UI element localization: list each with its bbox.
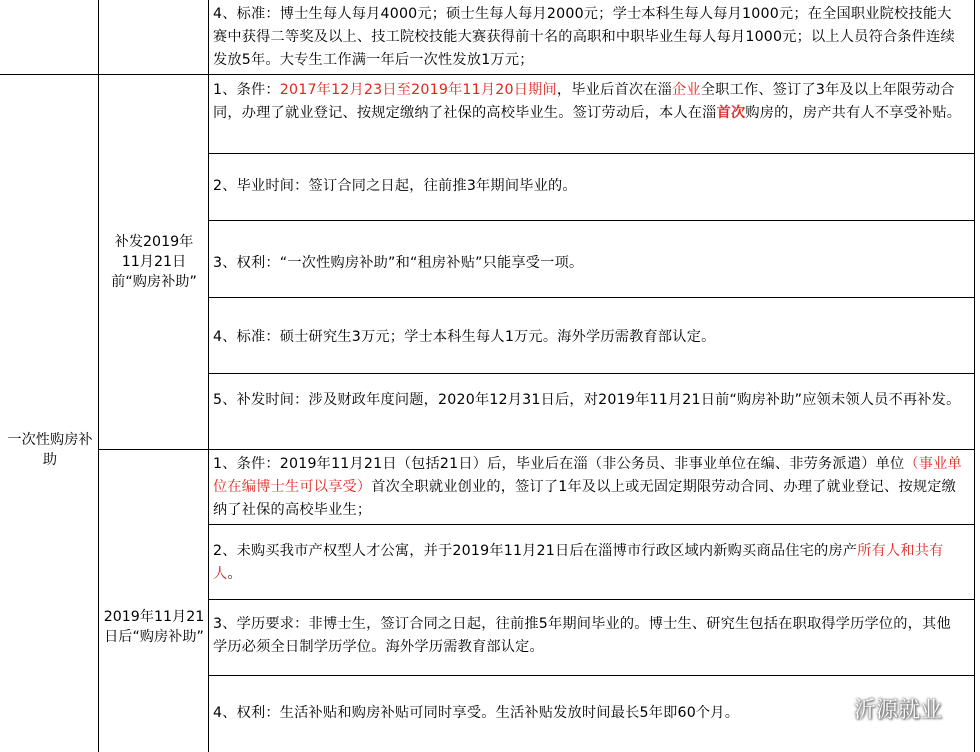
group-b-education-requirement: 3、学历要求：非博士生，签订合同之日起，往前推5年期间毕业的。博士生、研究生包括在职取得学历学位的，其他学历必须全日制学历学位。海外学历需教育部认定。 [213, 616, 951, 655]
group-a-condition: 1、条件：2017年12月23日至2019年11月20日期间，毕业后首次在淄企业全职工作、签订了3年及以上年限劳动合同，办理了就业登记、按规定缴纳了社保的高校毕业生。签订劳动后，本人在淄首次购房的，房产共有人不享受补贴。 [213, 82, 962, 121]
table-border [208, 0, 209, 752]
table-border [208, 675, 975, 676]
living-subsidy-standard: 4、标准：博士生每人每月4000元；硕士生每人每月2000元；学士本科生每人每月1000元；在全国职业院校技能大赛中获得二等奖及以上、技工院校技能大赛获得前十名的高职和中职毕业生每人每月1000元；以上人员符合条件连续发放5年。大专生工作满一年后一次性发放1万元； [213, 6, 955, 68]
group-a-reissue-time: 5、补发时间：涉及财政年度问题，2020年12月31日后，对2019年11月21日前“购房补助”应领未领人员不再补发。 [213, 392, 961, 408]
table-border [208, 373, 975, 374]
table-border [208, 599, 975, 600]
watermark [818, 692, 942, 724]
table-border [208, 524, 975, 525]
group-b-rights: 4、权利：生活补贴和购房补贴可同时享受。生活补贴发放时间最长5年即60个月。 [213, 705, 740, 721]
wechat-icon [818, 695, 848, 721]
table-border [208, 220, 975, 221]
table-border [98, 449, 975, 450]
category-label: 一次性购房补助 [7, 432, 93, 468]
group-a-standard: 4、标准：硕士研究生3万元；学士本科生每人1万元。海外学历需教育部认定。 [213, 329, 716, 345]
group-b-purchase-requirement: 2、未购买我市产权型人才公寓，并于2019年11月21日后在淄博市行政区域内新购买商品住宅的房产所有人和共有人。 [213, 543, 944, 582]
group-b-condition: 1、条件：2019年11月21日（包括21日）后，毕业后在淄（非公务员、非事业单位在编、非劳务派遣）单位（事业单位在编博士生可以享受）首次全职就业创业的，签订了1年及以上或无固定期限劳动合同、办理了就业登记、按规定缴纳了社保的高校毕业生； [213, 456, 962, 518]
group-a-graduation-time: 2、毕业时间：签订合同之日起，往前推3年期间毕业的。 [213, 178, 577, 194]
group-a-rights: 3、权利：“一次性购房补助”和“租房补贴”只能享受一项。 [213, 255, 584, 271]
table-border [98, 0, 99, 752]
table-border [208, 153, 975, 154]
group-label-after: 2019年11月21日后“购房补助” [103, 609, 205, 645]
table-border [974, 0, 975, 752]
group-label-before: 补发2019年11月21日前“购房补助” [111, 234, 197, 290]
table-border [208, 297, 975, 298]
watermark-text: 沂源就业 [854, 697, 943, 723]
table-border [0, 74, 975, 75]
